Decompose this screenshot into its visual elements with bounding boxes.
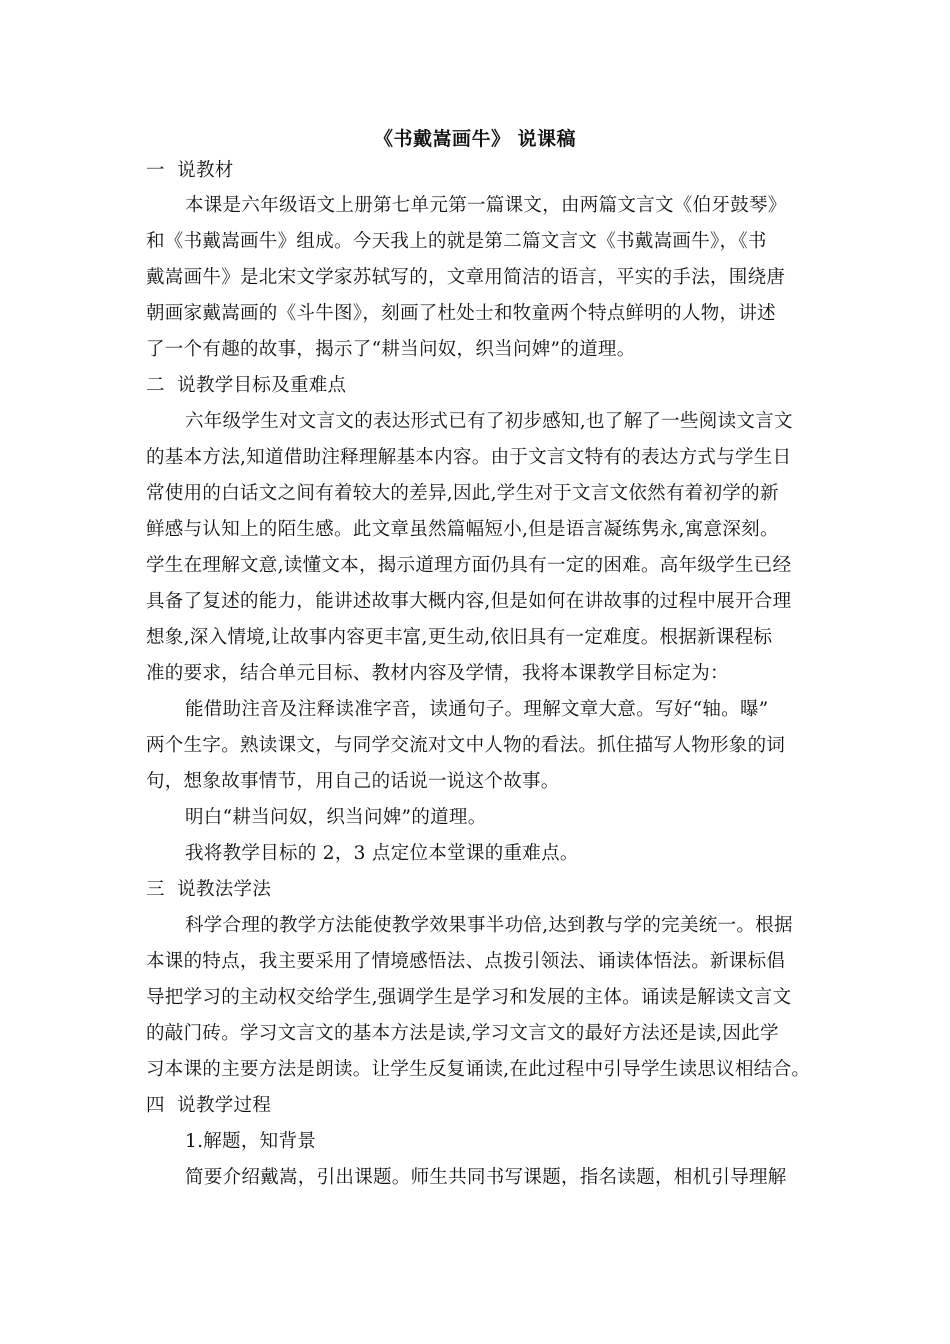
paragraph-line: 和《书戴嵩画牛》组成。今天我上的就是第二篇文言文《书戴嵩画牛》，《书	[146, 231, 767, 252]
section-heading: 三 说教法学法	[146, 879, 272, 900]
paragraph-line: 本课是六年级语文上册第七单元第一篇课文，由两篇文言文《伯牙鼓琴》	[185, 195, 787, 216]
paragraph-line: 准的要求，结合单元目标、教材内容及学情，我将本课教学目标定为：	[146, 663, 729, 684]
paragraph-line: 能借助注音及注释读准字音，读通句子。理解文章大意。写好“轴。曝”	[185, 699, 769, 720]
paragraph-line: 的敲门砖。学习文言文的基本方法是读,学习文言文的最好方法还是读,因此学	[146, 1023, 779, 1044]
paragraph-line: 1.解题，知背景	[185, 1131, 317, 1152]
paragraph-line: 的基本方法,知道借助注释理解基本内容。由于文言文特有的表达方式与学生日	[146, 447, 792, 468]
paragraph-line: 句，想象故事情节，用自己的话说一说这个故事。	[146, 771, 560, 792]
paragraph-line: 常使用的白话文之间有着较大的差异,因此,学生对于文言文依然有着初学的新	[146, 483, 779, 504]
paragraph-line: 想象,深入情境,让故事内容更丰富,更生动,依旧具有一定难度。根据新课程标	[146, 627, 773, 648]
paragraph-line: 鲜感与认知上的陌生感。此文章虽然篇幅短小,但是语言凝练隽永,寓意深刻。	[146, 519, 779, 540]
section-heading: 一 说教材	[146, 160, 234, 181]
paragraph-line: 明白“耕当问奴，织当问婢”的道理。	[185, 807, 487, 828]
paragraph-line: 学生在理解文意,读懂文本，揭示道理方面仍具有一定的困难。高年级学生已经	[146, 555, 792, 576]
paragraph-line: 我将教学目标的 2，3 点定位本堂课的重难点。	[185, 843, 579, 864]
paragraph-line: 了一个有趣的故事，揭示了“耕当问奴，织当问婢”的道理。	[146, 339, 636, 360]
paragraph-line: 本课的特点，我主要采用了情境感悟法、点拨引领法、诵读体悟法。新课标倡	[146, 951, 786, 972]
paragraph-line: 习本课的主要方法是朗读。让学生反复诵读,在此过程中引导学生读思议相结合。	[146, 1059, 811, 1080]
paragraph-line: 朝画家戴嵩画的《斗牛图》，刻画了杜处士和牧童两个特点鲜明的人物，讲述	[146, 303, 776, 324]
paragraph-line: 具备了复述的能力，能讲述故事大概内容,但是如何在讲故事的过程中展开合理	[146, 591, 792, 612]
section-heading: 四 说教学过程	[146, 1095, 272, 1116]
paragraph-line: 六年级学生对文言文的表达形式已有了初步感知,也了解了一些阅读文言文	[185, 411, 793, 432]
paragraph-line: 简要介绍戴嵩，引出课题。师生共同书写课题，指名读题，相机引导理解	[185, 1167, 787, 1188]
paragraph-line: 戴嵩画牛》是北宋文学家苏轼写的，文章用简洁的语言，平实的手法，围绕唐	[146, 267, 786, 288]
document-title: 《书戴嵩画牛》 说课稿	[373, 128, 577, 150]
paragraph-line: 两个生字。熟读课文，与同学交流对文中人物的看法。抓住描写人物形象的词	[146, 735, 786, 756]
paragraph-line: 科学合理的教学方法能使教学效果事半功倍,达到教与学的完美统一。根据	[185, 915, 793, 936]
paragraph-line: 导把学习的主动权交给学生,强调学生是学习和发展的主体。诵读是解读文言文	[146, 987, 792, 1008]
section-heading: 二 说教学目标及重难点	[146, 375, 347, 396]
